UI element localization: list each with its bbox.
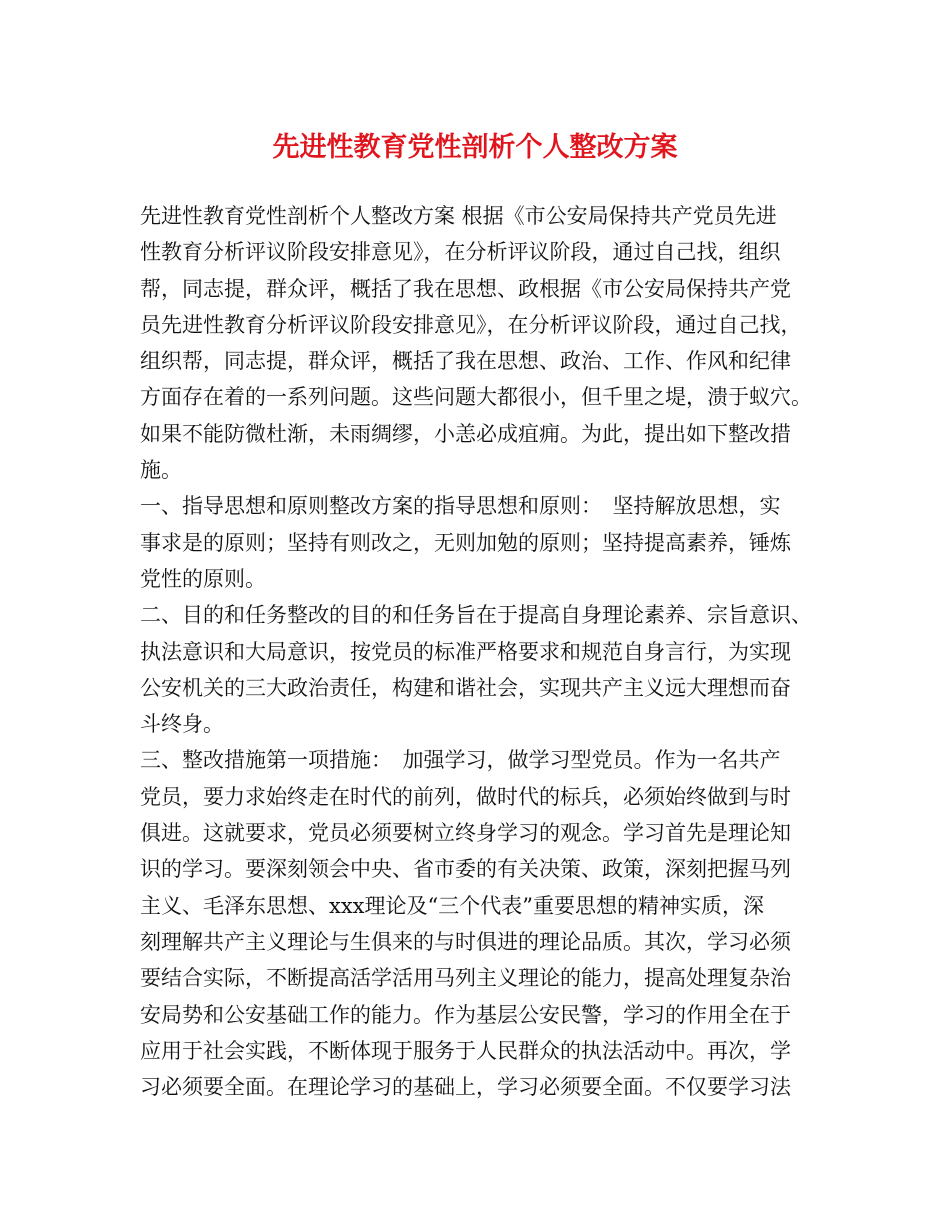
text-line-8: 施。 (140, 458, 182, 483)
text-line-21: 刻理解共产主义理论与生俱来的与时俱进的理论品质。其次，学习必须 (140, 929, 791, 954)
text-line-2: 性教育分析评议阶段安排意见》，在分析评议阶段，通过自己找，组织 (140, 240, 781, 265)
text-line-19: 识的学习。要深刻领会中央、省市委的有关决策、政策，深刻把握马列 (140, 857, 791, 882)
document-body (140, 198, 820, 1105)
text-line-24: 应用于社会实践，不断体现于服务于人民群众的执法活动中。再次，学 (140, 1038, 791, 1063)
text-line-7: 如果不能防微杜渐，未雨绸缪，小恙必成疽痈。为此，提出如下整改措 (140, 421, 791, 446)
text-line-11: 党性的原则。 (140, 566, 266, 591)
text-line-13: 执法意识和大局意识，按党员的标准严格要求和规范自身言行，为实现 (140, 639, 791, 664)
text-line-12: 二、目的和任务整改的目的和任务旨在于提高自身理论素养、宗旨意识、 (140, 603, 812, 628)
text-line-1: 先进性教育党性剖析个人整改方案 根据《市公安局保持共产党员先进 (140, 204, 777, 228)
text-line-18: 俱进。这就要求，党员必须要树立终身学习的观念。学习首先是理论知 (140, 821, 791, 846)
text-line-3: 帮，同志提，群众评，概括了我在思想、政根据《市公安局保持共产党 (140, 276, 791, 301)
text-line-16: 三、整改措施第一项措施： 加强学习，做学习型党员。作为一名共产 (140, 748, 781, 773)
text-line-10: 事求是的原则；坚持有则改之，无则加勉的原则；坚持提高素养，锤炼 (140, 530, 791, 555)
text-line-6: 方面存在着的一系列问题。这些问题大都很小，但千里之堤，溃于蚁穴。 (140, 385, 812, 410)
text-line-5: 组织帮，同志提，群众评，概括了我在思想、政治、工作、作风和纪律 (140, 349, 791, 374)
text-line-4: 员先进性教育分析评议阶段安排意见》，在分析评议阶段，通过自己找， (140, 312, 802, 337)
text-line-14: 公安机关的三大政治责任，构建和谐社会，实现共产主义远大理想而奋 (140, 675, 791, 700)
text-line-20: 主义、毛泽东思想、xxx理论及“三个代表”重要思想的精神实质，深 (140, 893, 764, 918)
text-line-17: 党员，要力求始终走在时代的前列，做时代的标兵，必须始终做到与时 (140, 784, 791, 809)
text-line-25: 习必须要全面。在理论学习的基础上，学习必须要全面。不仅要学习法 (140, 1075, 791, 1100)
text-line-23: 安局势和公安基础工作的能力。作为基层公安民警，学习的作用全在于 (140, 1002, 791, 1027)
document-title: 先进性教育党性剖析个人整改方案 (272, 132, 678, 163)
text-line-9: 一、指导思想和原则整改方案的指导思想和原则： 坚持解放思想，实 (140, 494, 781, 519)
text-line-22: 要结合实际，不断提高活学活用马列主义理论的能力，提高处理复杂治 (140, 966, 791, 991)
text-line-15: 斗终身。 (140, 712, 224, 737)
